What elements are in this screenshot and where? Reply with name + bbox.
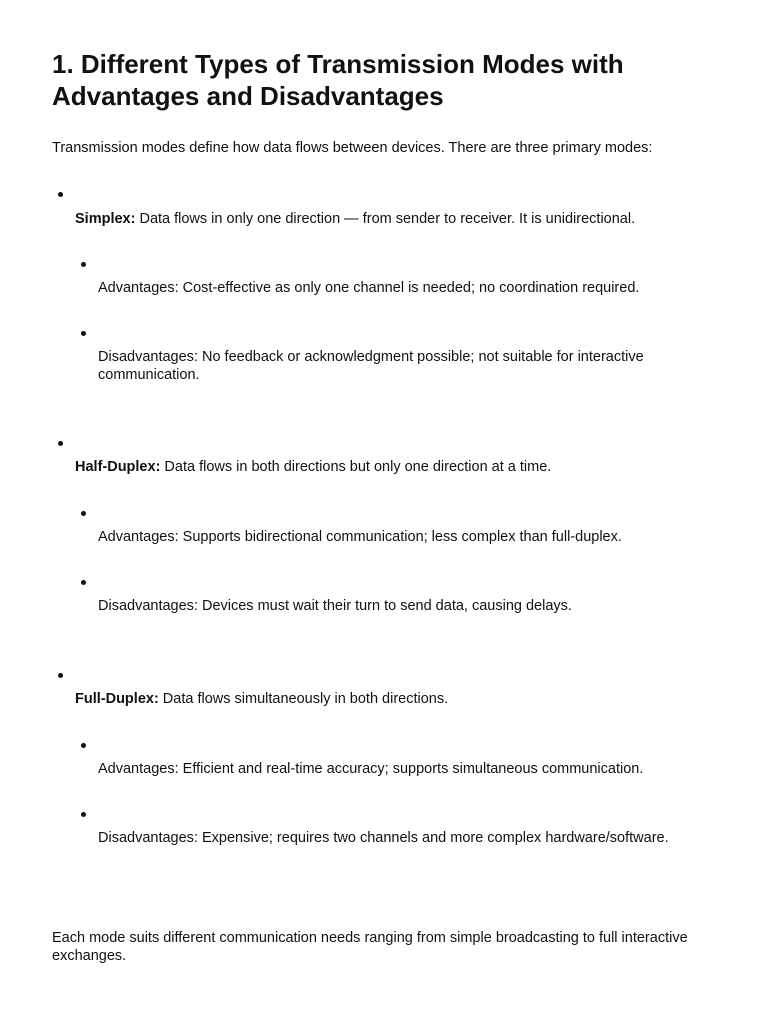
disadvantages-text: Disadvantages: No feedback or acknowledgment possible; not suitable for interactive communication. — [98, 349, 644, 383]
mode-description — [75, 458, 735, 476]
page-title: 1. Different Types of Transmission Modes with Advantages and Disadvantages — [52, 49, 624, 111]
bullet-icon — [58, 673, 63, 678]
mode-description-text: Data flows simultaneously in both directions. — [158, 691, 449, 707]
mode-description-text: Data flows in both directions but only one direction at a time. — [160, 459, 552, 475]
advantages-text: Advantages: Supports bidirectional communication; less complex than full-duplex. — [98, 529, 622, 545]
bullet-icon — [81, 262, 86, 267]
bullet-icon — [81, 580, 86, 585]
mode-description — [75, 210, 735, 228]
mode-name: Half-Duplex: — [75, 459, 161, 475]
mode-description-text: Data flows in only one direction — from sender to receiver. It is unidirectional. — [135, 211, 636, 227]
mode-name: Simplex: — [75, 211, 136, 227]
disadvantages-text: Disadvantages: Expensive; requires two channels and more complex hardware/software. — [98, 830, 669, 846]
advantages-text: Advantages: Cost-effective as only one channel is needed; no coordination required. — [98, 280, 640, 296]
bullet-icon — [58, 192, 63, 197]
conclusion-paragraph: Each mode suits different communication needs ranging from simple broadcasting to full interactive exchanges. — [52, 930, 688, 964]
intro-paragraph: Transmission modes define how data flows between devices. There are three primary modes: — [52, 140, 653, 156]
mode-name: Full-Duplex: — [75, 691, 159, 707]
bullet-icon — [81, 331, 86, 336]
advantages-text: Advantages: Efficient and real-time accuracy; supports simultaneous communication. — [98, 761, 644, 777]
disadvantages-text: Disadvantages: Devices must wait their turn to send data, causing delays. — [98, 598, 572, 614]
bullet-icon — [58, 441, 63, 446]
mode-description — [75, 690, 735, 708]
bullet-icon — [81, 812, 86, 817]
bullet-icon — [81, 511, 86, 516]
bullet-icon — [81, 743, 86, 748]
